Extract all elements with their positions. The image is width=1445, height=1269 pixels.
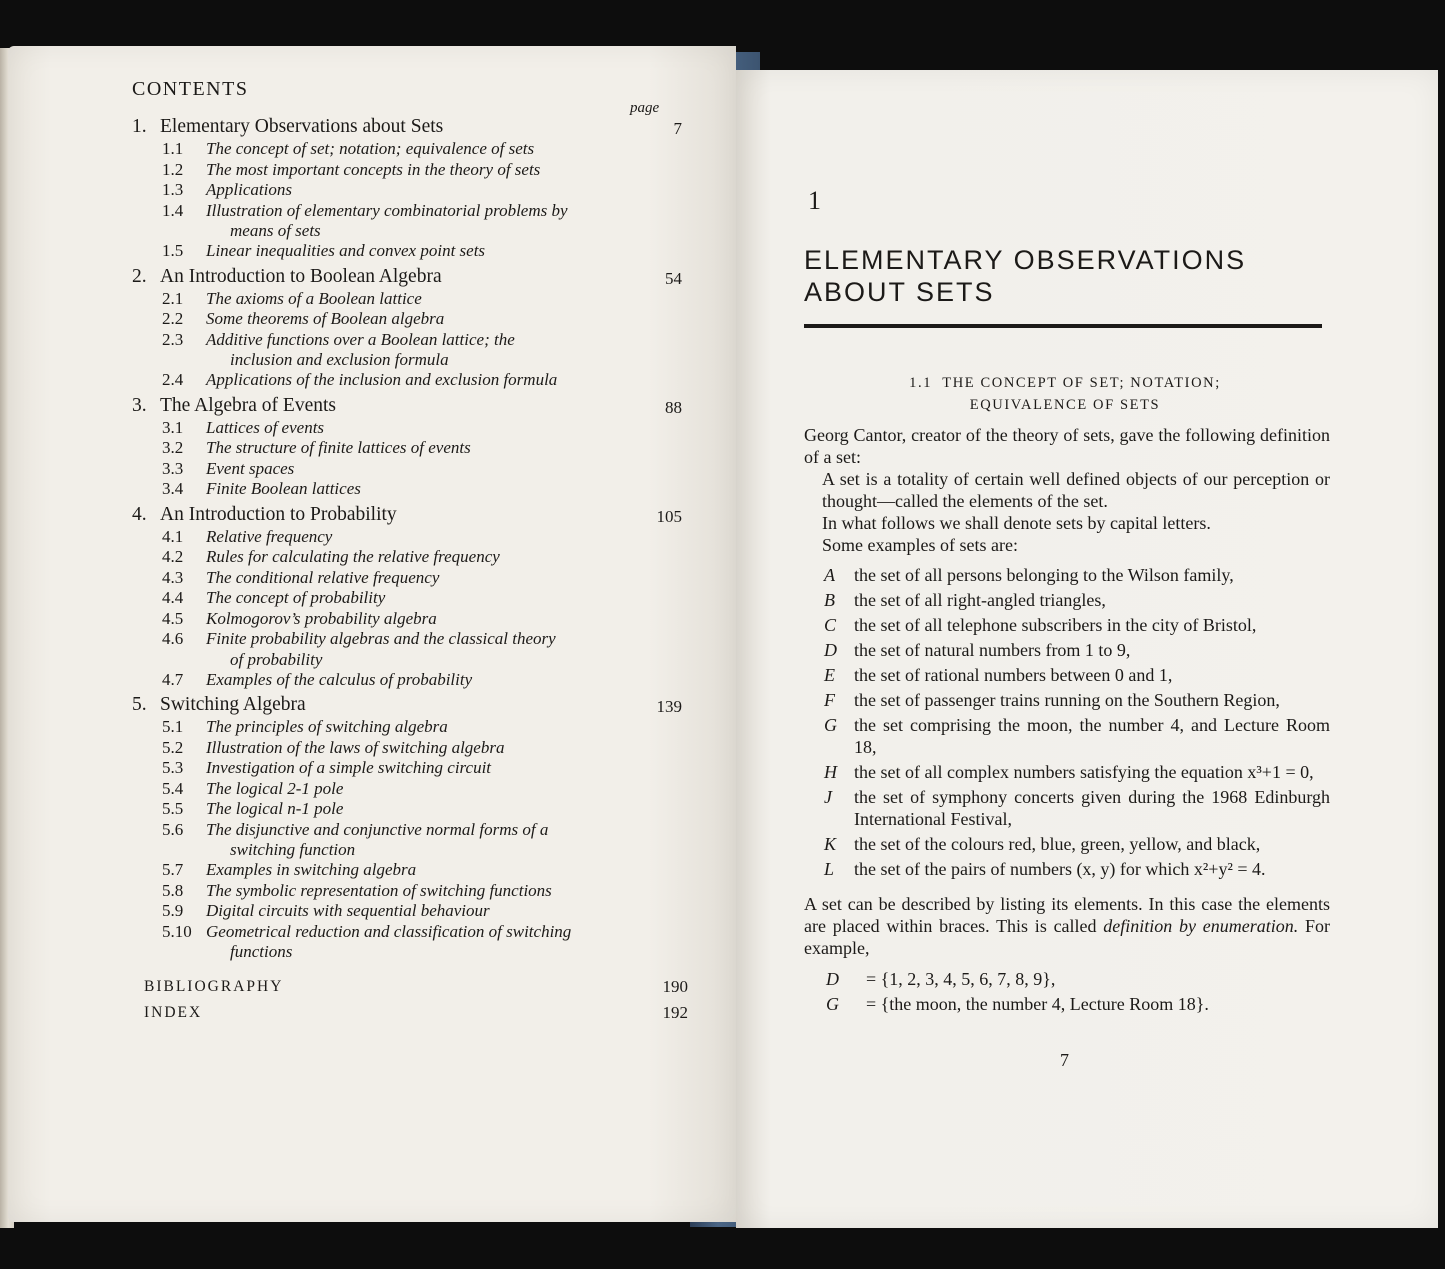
toc-chapter <box>132 692 682 962</box>
toc-section-title: The disjunctive and conjunctive normal forms of a <box>206 819 549 839</box>
example-text: the set of the pairs of numbers (x, y) for which x²+y² = 4. <box>854 859 1266 879</box>
toc-chapter-number: 2. <box>132 265 147 287</box>
toc-chapter-number: 5. <box>132 694 147 715</box>
toc-section-number: 3.1 <box>162 417 184 437</box>
toc-section <box>132 309 682 330</box>
toc-section <box>132 479 682 500</box>
contents-heading: CONTENTS <box>132 78 249 100</box>
formula-rhs: = {the moon, the number 4, Lecture Room 18}. <box>866 994 1209 1014</box>
formula-row <box>804 967 1330 992</box>
example-letter: K <box>824 834 837 854</box>
example-text: the set of natural numbers from 1 to 9, <box>854 640 1131 660</box>
section-number: 1.1 <box>909 375 933 391</box>
toc-section-title: Lattices of events <box>206 417 325 437</box>
toc-section <box>132 438 682 459</box>
toc-section-number: 1.5 <box>162 241 184 260</box>
toc-section-number: 1.3 <box>162 180 184 199</box>
example-item <box>804 714 1330 758</box>
toc-chapter-page: 7 <box>673 119 682 138</box>
section-title-line: EQUIVALENCE OF SETS <box>969 397 1161 413</box>
toc-section <box>132 180 682 201</box>
toc-index <box>132 1000 688 1026</box>
toc-section-title: Investigation of a simple switching circuit <box>206 758 492 777</box>
toc-section-title: Illustration of the laws of switching algebra <box>206 737 505 757</box>
toc-section-title: Rules for calculating the relative frequency <box>206 547 500 566</box>
example-letter: C <box>824 615 837 635</box>
example-text: the set of all telephone subscribers in the city of Bristol, <box>854 615 1257 635</box>
toc-section <box>132 881 682 902</box>
toc-section <box>132 799 682 820</box>
toc-section <box>132 670 682 691</box>
toc-section-number: 3.4 <box>162 479 184 498</box>
example-item <box>804 614 1330 636</box>
toc-chapter <box>132 114 682 262</box>
example-text: the set of rational numbers between 0 and 1, <box>854 665 1173 685</box>
toc-section-number: 1.1 <box>162 139 184 158</box>
example-letter: G <box>824 715 837 735</box>
toc-section-title-continued: of probability <box>230 649 323 669</box>
section-title-line: THE CONCEPT OF SET; NOTATION; <box>942 375 1221 391</box>
formulas <box>804 967 1330 1017</box>
formula-lhs: D <box>826 969 839 989</box>
toc-chapter-number: 3. <box>132 394 147 416</box>
toc-section-number: 4.4 <box>162 588 184 607</box>
toc-index-label: INDEX <box>144 1004 203 1021</box>
formula-lhs: G <box>826 994 839 1014</box>
toc-section-number: 4.5 <box>162 608 184 628</box>
toc-chapter-title: Elementary Observations about Sets <box>160 116 444 137</box>
chapter-title-line: ELEMENTARY OBSERVATIONS <box>804 245 1247 275</box>
toc-section <box>132 241 682 262</box>
formula-row <box>804 992 1330 1017</box>
example-item <box>804 761 1330 783</box>
toc-section-title: The axioms of a Boolean lattice <box>206 288 422 308</box>
toc-section-title: Examples in switching algebra <box>206 860 417 879</box>
example-text: the set of symphony concerts given during the 1968 Edinburgh International Festival, <box>854 787 1330 829</box>
example-item <box>804 689 1330 711</box>
examples-list <box>804 564 1330 880</box>
toc-chapter-title: Switching Algebra <box>160 694 306 715</box>
toc-chapter-heading <box>132 114 682 139</box>
body-text <box>804 424 1330 1017</box>
toc-section-title: Finite Boolean lattices <box>206 479 361 498</box>
toc-section <box>132 901 682 922</box>
example-text: the set of all persons belonging to the Wilson family, <box>854 565 1234 585</box>
toc-chapter-page: 139 <box>656 697 682 716</box>
toc-section-title: The logical n-1 pole <box>206 799 344 818</box>
toc-section <box>132 547 682 568</box>
example-item <box>804 639 1330 661</box>
toc-section <box>132 758 682 779</box>
toc-section-number: 5.4 <box>162 778 184 798</box>
toc-section-title: The most important concepts in the theory of sets <box>206 159 541 179</box>
toc-section-title: The structure of finite lattices of events <box>206 438 471 457</box>
toc-section-title: Relative frequency <box>206 526 333 546</box>
toc-chapter-page: 54 <box>665 268 682 288</box>
example-item <box>804 833 1330 855</box>
toc-section <box>132 160 682 181</box>
paragraph: A set can be described by listing its elements. In this case the elements are placed within braces. This is called definition by enumeration. For example, <box>804 894 1331 958</box>
toc-bibliography <box>132 974 688 1000</box>
toc-section <box>132 860 682 881</box>
toc-section-title: The conditional relative frequency <box>206 567 440 587</box>
toc-section-title: Examples of the calculus of probability <box>206 669 473 689</box>
toc-chapter-page: 105 <box>656 506 682 526</box>
toc-section-title: Finite probability algebras and the classical theory <box>206 629 556 648</box>
toc-section <box>132 922 682 943</box>
toc-section-title: Event spaces <box>206 458 295 478</box>
toc-section <box>132 289 682 310</box>
toc-section-number: 5.8 <box>162 880 184 900</box>
toc-section-title: Illustration of elementary combinatorial problems by <box>206 200 568 220</box>
toc-chapter-title: An Introduction to Boolean Algebra <box>160 265 442 287</box>
toc-section-number: 1.2 <box>162 159 184 179</box>
formula-rhs: = {1, 2, 3, 4, 5, 6, 7, 8, 9}, <box>866 969 1056 989</box>
chapter-title <box>804 244 1324 308</box>
toc-section-title: Geometrical reduction and classification of switching <box>206 921 572 941</box>
example-letter: B <box>824 590 835 610</box>
toc-section-number: 5.2 <box>162 737 184 757</box>
toc-chapter <box>132 502 682 691</box>
toc-section-number: 5.7 <box>162 860 184 879</box>
toc-section-number: 1.4 <box>162 200 184 220</box>
toc-section-number: 2.2 <box>162 309 184 328</box>
toc-section-title: Some theorems of Boolean algebra <box>206 309 445 328</box>
toc-section <box>132 201 682 222</box>
example-item <box>804 564 1330 586</box>
toc-section <box>132 588 682 609</box>
toc-section-number: 5.3 <box>162 758 184 777</box>
chapter-title-line: ABOUT SETS <box>804 277 995 307</box>
toc-section <box>132 418 682 439</box>
toc-section <box>132 820 682 841</box>
toc-section <box>132 527 682 548</box>
toc-chapter <box>132 264 682 391</box>
toc-bibliography-page: 190 <box>662 977 688 996</box>
toc-section <box>132 370 682 391</box>
paragraph: Georg Cantor, creator of the theory of sets, gave the following definition of a set: <box>804 425 1330 467</box>
toc-bibliography-label: BIBLIOGRAPHY <box>144 978 284 995</box>
toc-section <box>132 459 682 480</box>
toc-section-title: Applications of the inclusion and exclusion formula <box>206 370 558 389</box>
toc-chapter-page: 88 <box>665 397 682 417</box>
toc-section-title: Additive functions over a Boolean lattice; the <box>206 329 515 349</box>
toc-chapter-title: The Algebra of Events <box>160 394 336 416</box>
paragraph: A set is a totality of certain well defined objects of our perception or thought—called the elements of the set. <box>822 469 1330 511</box>
toc-chapter-heading <box>132 264 682 289</box>
toc-section <box>132 779 682 800</box>
toc-section-number: 2.1 <box>162 288 184 308</box>
toc-section-number: 5.9 <box>162 901 184 920</box>
example-letter: A <box>824 565 835 585</box>
example-letter: H <box>824 762 837 782</box>
example-item <box>804 664 1330 686</box>
toc-section-title: The symbolic representation of switching functions <box>206 880 552 900</box>
toc-section-number: 5.1 <box>162 717 184 736</box>
toc-section-number: 5.6 <box>162 819 184 839</box>
toc-section-title-continued: functions <box>230 942 293 961</box>
toc-section-number: 4.7 <box>162 669 184 689</box>
toc-section-title-continued: means of sets <box>230 221 321 240</box>
example-letter: D <box>824 640 837 660</box>
toc-section-number: 2.4 <box>162 370 184 389</box>
toc-section-title: The principles of switching algebra <box>206 717 448 736</box>
toc-section-title: Applications <box>206 180 292 199</box>
toc-section-number: 4.6 <box>162 629 184 648</box>
example-item <box>804 858 1330 880</box>
toc-section <box>132 330 682 351</box>
toc-section <box>132 568 682 589</box>
toc-section-number: 4.2 <box>162 547 184 566</box>
page-number: 7 <box>1060 1050 1069 1070</box>
example-letter: J <box>824 787 832 807</box>
toc-section-title: The logical 2-1 pole <box>206 778 344 798</box>
toc-section-number: 3.2 <box>162 438 184 457</box>
example-text: the set of all right-angled triangles, <box>854 590 1106 610</box>
toc-section-title: Digital circuits with sequential behaviour <box>206 901 490 920</box>
toc-section <box>132 738 682 759</box>
toc-section-number: 4.3 <box>162 567 184 587</box>
toc-chapter-heading <box>132 502 682 527</box>
toc-chapter-title: An Introduction to Probability <box>160 503 397 525</box>
toc-section-number: 5.5 <box>162 799 184 818</box>
toc-section-number: 4.1 <box>162 526 184 546</box>
chapter-rule <box>804 324 1322 328</box>
toc-section-number: 5.10 <box>162 921 192 941</box>
example-text: the set of all complex numbers satisfying the equation x³+1 = 0, <box>854 762 1314 782</box>
toc-section <box>132 629 682 650</box>
example-letter: F <box>824 690 835 710</box>
paragraph: In what follows we shall denote sets by capital letters. <box>822 513 1211 533</box>
page-column-label: page <box>630 100 660 116</box>
toc-section <box>132 609 682 630</box>
toc-section-title: Kolmogorov’s probability algebra <box>206 608 437 628</box>
toc-section <box>132 717 682 738</box>
chapter-number: 1 <box>808 186 821 215</box>
toc-chapter-heading <box>132 692 682 717</box>
table-of-contents <box>132 114 688 1026</box>
paragraph: Some examples of sets are: <box>822 535 1018 555</box>
toc-section <box>132 139 682 160</box>
example-item <box>804 589 1330 611</box>
example-letter: L <box>824 859 835 879</box>
toc-chapter <box>132 393 682 500</box>
example-text: the set comprising the moon, the number 4, and Lecture Room 18, <box>854 715 1330 757</box>
example-letter: E <box>824 665 835 685</box>
toc-section-title: The concept of set; notation; equivalence of sets <box>206 139 535 158</box>
toc-section-title-continued: switching function <box>230 840 356 859</box>
section-heading <box>804 372 1326 416</box>
toc-section-number: 2.3 <box>162 329 184 349</box>
toc-section-number: 3.3 <box>162 458 184 478</box>
example-text: the set of passenger trains running on the Southern Region, <box>854 690 1280 710</box>
toc-chapter-heading <box>132 393 682 418</box>
example-text: the set of the colours red, blue, green, yellow, and black, <box>854 834 1261 854</box>
toc-chapter-number: 1. <box>132 116 147 137</box>
toc-section-title: Linear inequalities and convex point sets <box>206 241 486 260</box>
toc-section-title: The concept of probability <box>206 588 386 607</box>
example-item <box>804 786 1330 830</box>
toc-section-title-continued: inclusion and exclusion formula <box>230 350 449 369</box>
toc-index-page: 192 <box>662 1003 688 1022</box>
toc-chapter-number: 4. <box>132 503 147 525</box>
